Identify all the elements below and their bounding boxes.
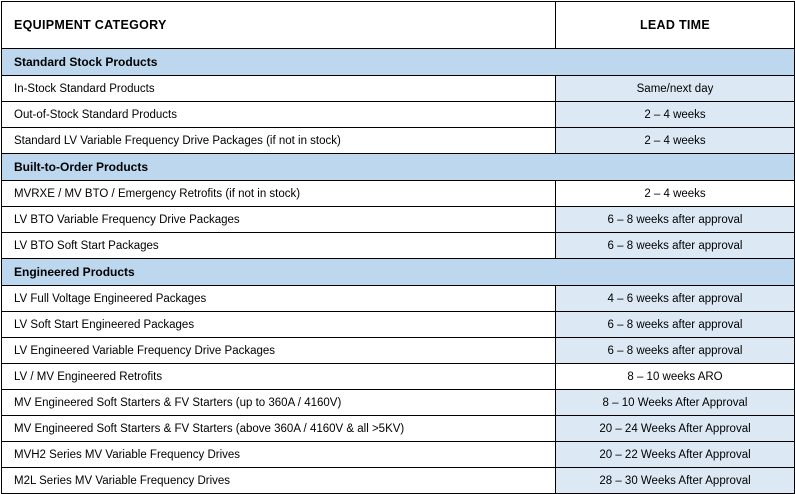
table-section-row (2, 259, 795, 286)
table-section-row (2, 154, 795, 181)
cell-lead-time: 8 – 10 Weeks After Approval (556, 390, 795, 416)
cell-equipment-category: LV / MV Engineered Retrofits (2, 364, 556, 390)
table-row (2, 390, 795, 416)
cell-equipment-category: MV Engineered Soft Starters & FV Starters (up to 360A / 4160V) (2, 390, 556, 416)
cell-lead-time: 20 – 24 Weeks After Approval (556, 416, 795, 442)
cell-equipment-category: M2L Series MV Variable Frequency Drives (2, 468, 556, 494)
cell-lead-time: 4 – 6 weeks after approval (556, 286, 795, 312)
cell-equipment-category: LV BTO Soft Start Packages (2, 233, 556, 259)
cell-lead-time: 6 – 8 weeks after approval (556, 338, 795, 364)
section-label: Built-to-Order Products (2, 154, 795, 181)
table-row (2, 468, 795, 494)
cell-equipment-category: LV Full Voltage Engineered Packages (2, 286, 556, 312)
cell-equipment-category: In-Stock Standard Products (2, 76, 556, 102)
cell-lead-time: 6 – 8 weeks after approval (556, 233, 795, 259)
table-row (2, 338, 795, 364)
cell-equipment-category: MVRXE / MV BTO / Emergency Retrofits (if not in stock) (2, 181, 556, 207)
cell-equipment-category: Standard LV Variable Frequency Drive Packages (if not in stock) (2, 128, 556, 154)
table-body (2, 49, 795, 494)
table-row (2, 233, 795, 259)
table-row (2, 181, 795, 207)
cell-lead-time: 2 – 4 weeks (556, 181, 795, 207)
section-label: Standard Stock Products (2, 49, 795, 76)
cell-equipment-category: MVH2 Series MV Variable Frequency Drives (2, 442, 556, 468)
table-header-row (2, 2, 795, 49)
table-row (2, 128, 795, 154)
table-row (2, 442, 795, 468)
table-section-row (2, 49, 795, 76)
cell-equipment-category: LV BTO Variable Frequency Drive Packages (2, 207, 556, 233)
table-row (2, 312, 795, 338)
table-row (2, 364, 795, 390)
cell-equipment-category: LV Soft Start Engineered Packages (2, 312, 556, 338)
cell-equipment-category: MV Engineered Soft Starters & FV Starters (above 360A / 4160V & all >5KV) (2, 416, 556, 442)
cell-equipment-category: Out-of-Stock Standard Products (2, 102, 556, 128)
cell-lead-time: 6 – 8 weeks after approval (556, 207, 795, 233)
cell-equipment-category: LV Engineered Variable Frequency Drive Packages (2, 338, 556, 364)
cell-lead-time: 2 – 4 weeks (556, 102, 795, 128)
cell-lead-time: Same/next day (556, 76, 795, 102)
cell-lead-time: 20 – 22 Weeks After Approval (556, 442, 795, 468)
cell-lead-time: 8 – 10 weeks ARO (556, 364, 795, 390)
table-row (2, 76, 795, 102)
table-row (2, 207, 795, 233)
column-header-equipment-category: EQUIPMENT CATEGORY (2, 2, 556, 49)
table-row (2, 416, 795, 442)
table-row (2, 102, 795, 128)
table-row (2, 286, 795, 312)
cell-lead-time: 2 – 4 weeks (556, 128, 795, 154)
column-header-lead-time: LEAD TIME (556, 2, 795, 49)
cell-lead-time: 28 – 30 Weeks After Approval (556, 468, 795, 494)
lead-time-table-container (0, 1, 795, 494)
section-label: Engineered Products (2, 259, 795, 286)
table-header (2, 2, 795, 49)
cell-lead-time: 6 – 8 weeks after approval (556, 312, 795, 338)
lead-time-table (1, 1, 795, 494)
